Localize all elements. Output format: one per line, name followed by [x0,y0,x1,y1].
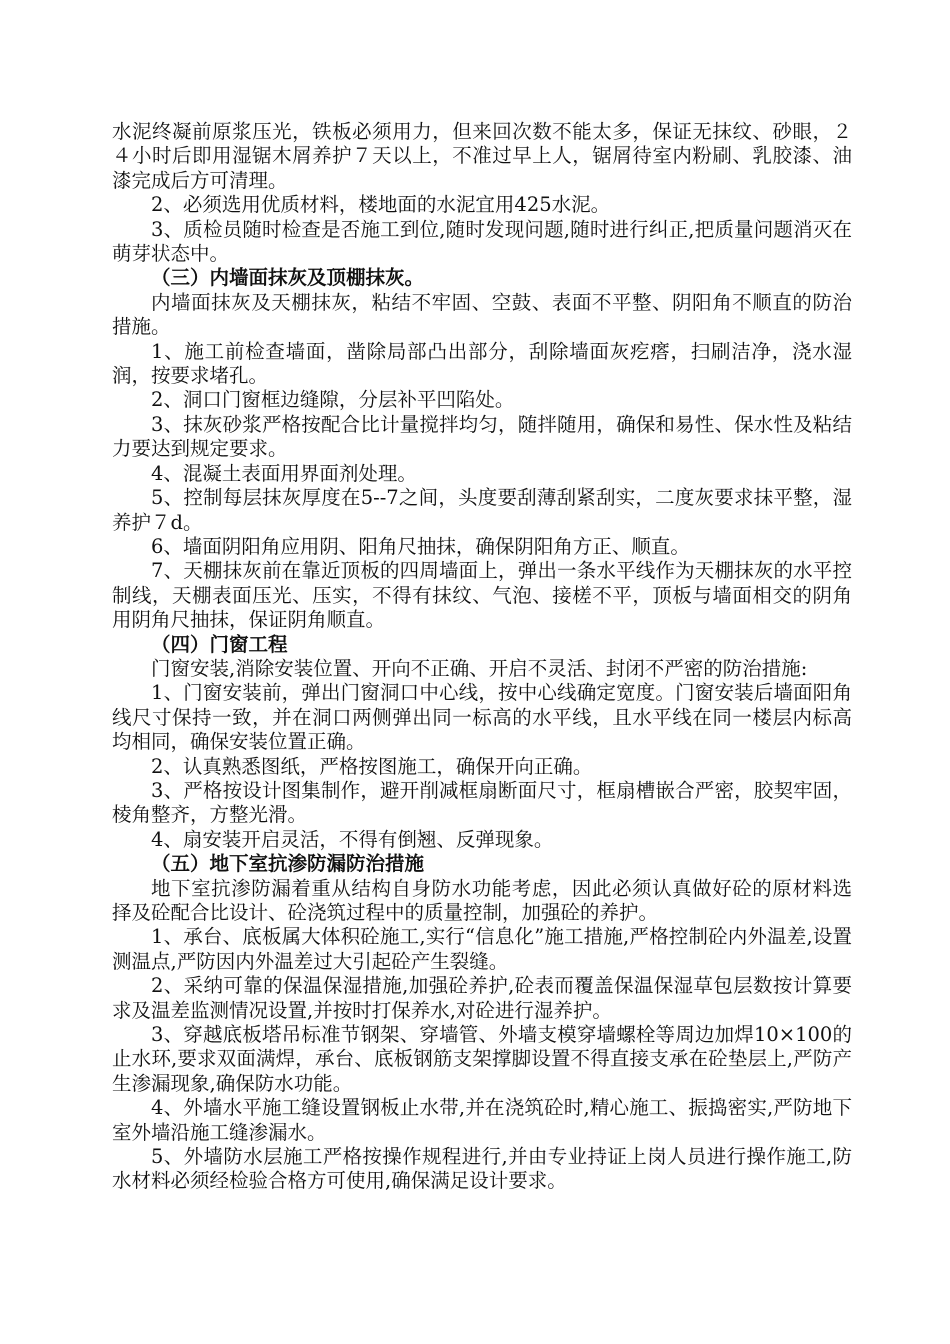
body-paragraph: 3、抹灰砂浆严格按配合比计量搅拌均匀，随拌随用，确保和易性、保水性及粘结力要达到规定要求。 [112,412,852,461]
section-heading: （三）内墙面抹灰及顶棚抹灰。 [151,266,425,290]
body-paragraph: 门窗安装,消除安装位置、开向不正确、开启不灵活、封闭不严密的防治措施: [151,656,808,680]
body-paragraph: 内墙面抹灰及天棚抹灰，粘结不牢固、空鼓、表面不平整、阴阳角不顺直的防治措施。 [112,290,852,339]
body-paragraph: 2、采纳可靠的保温保湿措施,加强砼养护,砼表而覆盖保温保湿草包层数按计算要求及温差监测情况设置,并按时打保养水,对砼进行湿养护。 [112,974,852,1022]
section-heading: （四）门窗工程 [151,632,288,656]
body-paragraph: 3、严格按设计图集制作，避开削减框扇断面尺寸，框扇槽嵌合严密，胶契牢固，棱角整齐，方整光滑。 [112,778,852,827]
body-paragraph: 3、质检员随时检查是否施工到位,随时发现问题,随时进行纠正,把质量问题消灭在萌芽状态中。 [112,217,852,266]
document-body [112,120,852,1194]
body-paragraph: 3、穿越底板塔吊标准节钢架、穿墙管、外墙支模穿墙螺栓等周边加焊10×100的止水环,要求双面满焊，承台、底板钢筋支架撑脚设置不得直接支承在砼垫层上,严防产生渗漏现象,确保防水功能。 [112,1023,852,1095]
body-paragraph: 7、天棚抹灰前在靠近顶板的四周墙面上，弹出一条水平线作为天棚抹灰的水平控制线，天棚表面压光、压实，不得有抹纹、气泡、接槎不平，顶板与墙面相交的阴角用阴角尺抽抹，保证阴角顺直。 [112,559,852,632]
body-paragraph: 地下室抗渗防漏着重从结构自身防水功能考虑，因此必须认真做好砼的原材料选择及砼配合比设计、砼浇筑过程中的质量控制，加强砼的养护。 [112,876,852,924]
body-paragraph: 2、必须选用优质材料，楼地面的水泥宜用425水泥。 [151,193,611,217]
body-paragraph: 4、扇安装开启灵活，不得有倒翘、反弹现象。 [151,827,554,851]
body-paragraph: 2、洞口门窗框边缝隙，分层补平凹陷处。 [151,388,515,412]
body-paragraph: 6、墙面阴阳角应用阴、阳角尺抽抹，确保阴阳角方正、顺直。 [151,534,690,558]
body-paragraph: 水泥终凝前原浆压光，铁板必须用力，但来回次数不能太多，保证无抹纹、砂眼，２４小时后即用湿锯木屑养护７天以上，不准过早上人，锯屑待室内粉刷、乳胶漆、油漆完成后方可清理。 [112,120,852,192]
body-paragraph: 5、控制每层抹灰厚度在5--7之间，头度要刮薄刮紧刮实，二度灰要求抹平整，湿养护７d。 [112,486,852,534]
body-paragraph: 1、承台、底板属大体积砼施工,实行“信息化”施工措施,严格控制砼内外温差,设置测温点,严防因内外温差过大引起砼产生裂缝。 [112,925,852,973]
body-paragraph: 4、外墙水平施工缝设置钢板止水带,并在浇筑砼时,精心施工、振捣密实,严防地下室外墙沿施工缝渗漏水。 [112,1096,852,1144]
body-paragraph: 1、施工前检查墙面，凿除局部凸出部分，刮除墙面灰疙瘩，扫刷洁净，浇水湿润，按要求堵孔。 [112,339,852,388]
body-paragraph: 5、外墙防水层施工严格按操作规程进行,并由专业持证上岗人员进行操作施工,防水材料必须经检验合格方可使用,确保满足设计要求。 [112,1145,852,1193]
body-paragraph: 1、门窗安装前，弹出门窗洞口中心线，按中心线确定宽度。门窗安装后墙面阳角线尺寸保持一致，并在洞口两侧弹出同一标高的水平线，且水平线在同一楼层内标高均相同，确保安装位置正确。 [112,681,852,754]
body-paragraph: 4、混凝土表面用界面剂处理。 [151,461,417,485]
body-paragraph: 2、认真熟悉图纸，严格按图施工，确保开向正确。 [151,754,593,778]
section-heading: （五）地下室抗渗防漏防治措施 [151,852,425,876]
